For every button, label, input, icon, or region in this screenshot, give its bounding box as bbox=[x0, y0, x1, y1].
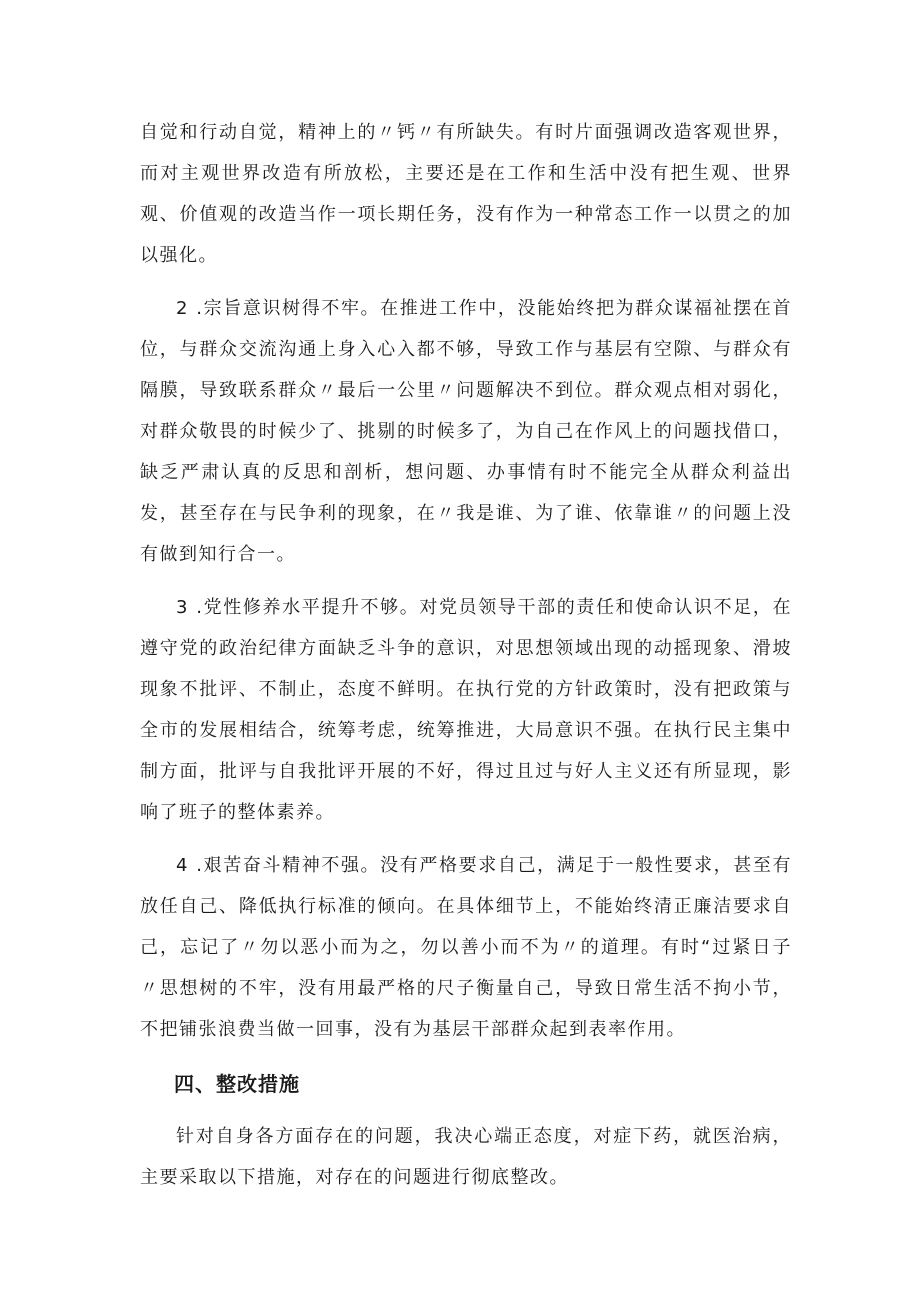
paragraph-rectification-intro: 针对自身各方面存在的问题，我决心端正态度，对症下药，就医治病，主要采取以下措施，对存在的问题进行彻底整改。 bbox=[140, 1126, 792, 1188]
paragraph-hard-work-spirit: 4 .艰苦奋斗精神不强。没有严格要求自己，满足于一般性要求，甚至有放任自己、降低执行标准的倾向。在具体细节上，不能始终清正廉洁要求自己，忘记了〃勿以恶小而为之，勿以善小而不为〃的道理。有时“过紧日子〃思想树的不牢，没有用最严格的尺子衡量自己，导致日常生活不拘小节，不把铺张浪费当做一回事，没有为基层干部群众起到表率作用。 bbox=[140, 855, 792, 1040]
document-page bbox=[140, 112, 792, 1198]
paragraph-party-cultivation: 3 .党性修养水平提升不够。对党员领导干部的责任和使命认识不足，在遵守党的政治纪律方面缺乏斗争的意识，对思想领域出现的动摇现象、滑坡现象不批评、不制止，态度不鲜明。在执行党的方针政策时，没有把政策与全市的发展相结合，统筹考虑，统筹推进，大局意识不强。在执行民主集中制方面，批评与自我批评开展的不好，得过且过与好人主义还有所显现，影响了班子的整体素养。 bbox=[140, 597, 792, 823]
section-heading-rectification: 四、整改措施 bbox=[174, 1072, 300, 1096]
paragraph-continuation: 自觉和行动自觉，精神上的〃钙〃有所缺失。有时片面强调改造客观世界，而对主观世界改造有所放松，主要还是在工作和生活中没有把生观、世界观、价值观的改造当作一项长期任务，没有作为一种常态工作一以贯之的加以强化。 bbox=[140, 122, 792, 266]
paragraph-purpose-awareness: 2 .宗旨意识树得不牢。在推进工作中，没能始终把为群众谋福祉摆在首位，与群众交流沟通上身入心入都不够，导致工作与基层有空隙、与群众有隔膜，导致联系群众〃最后一公里〃问题解决不到位。群众观点相对弱化，对群众敬畏的时候少了、挑剔的时候多了，为自己在作风上的问题找借口，缺乏严肃认真的反思和剖析，想问题、办事情有时不能完全从群众利益出发，甚至存在与民争利的现象，在〃我是谁、为了谁、依靠谁〃的问题上没有做到知行合一。 bbox=[140, 298, 792, 565]
